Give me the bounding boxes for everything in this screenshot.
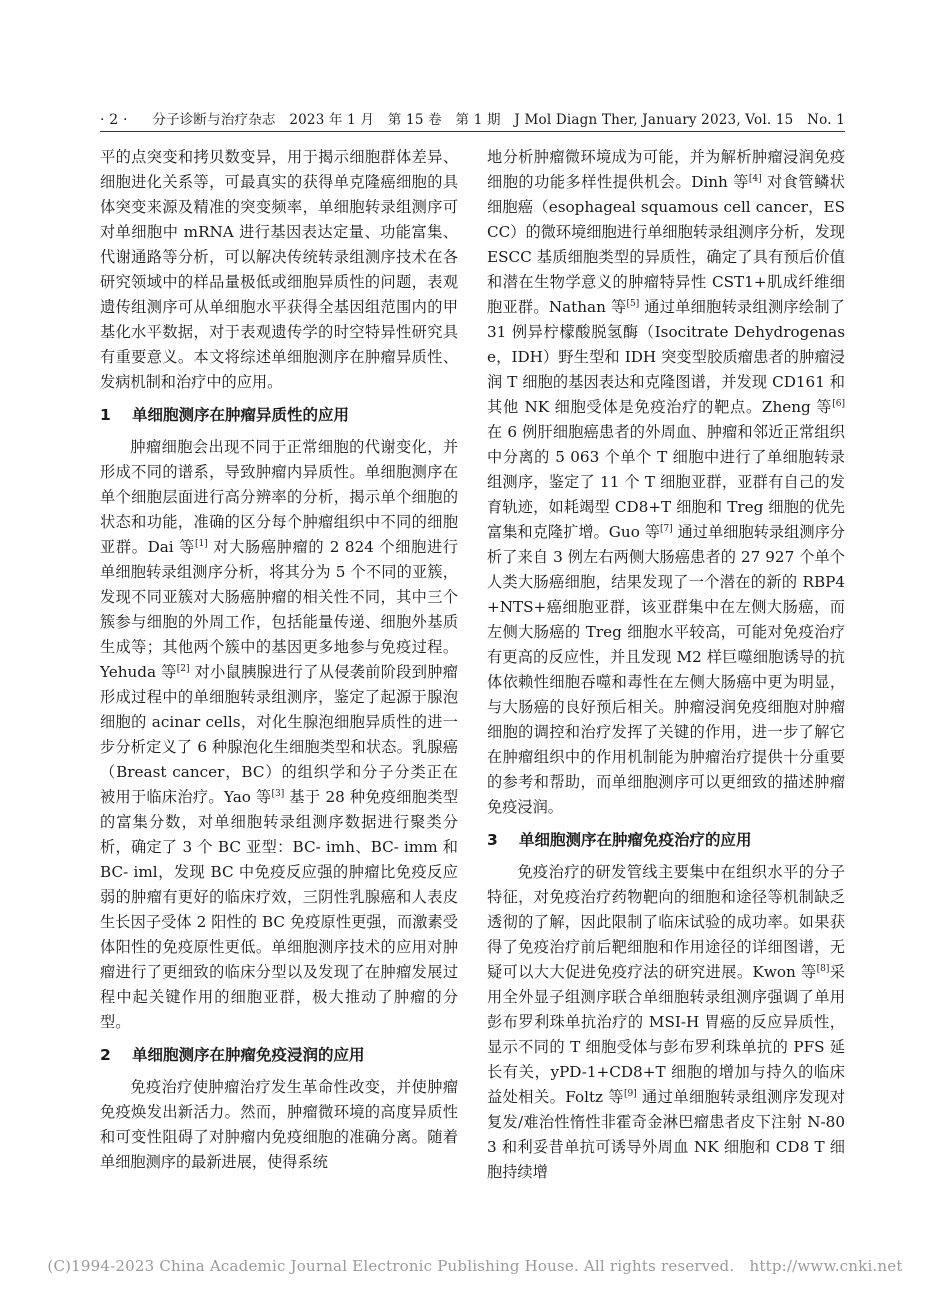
section-title: 单细胞测序在肿瘤异质性的应用	[132, 406, 350, 424]
section-number: 1	[100, 406, 111, 424]
paragraph: 免疫治疗使肿瘤治疗发生革命性改变，并使肿瘤免疫焕发出新活力。然而，肿瘤微环境的高度异质性和可变性阻碍了对肿瘤内免疫细胞的准确分离。随着单细胞测序的最新进展，使得系统	[100, 1078, 458, 1171]
section-number: 3	[487, 831, 498, 849]
section-heading-3	[487, 828, 845, 853]
section-heading-2	[100, 1043, 458, 1068]
citation-ref[interactable]: [8]	[816, 963, 830, 974]
left-column	[100, 145, 458, 1185]
paragraph: 地分析肿瘤微环境成为可能，并为解析肿瘤浸润免疫细胞的功能多样性提供机会。Dinh 等[4] 对食管鳞状细胞癌（esophageal squamous cell cancer，ESCC）的微环境细胞进行单细胞转录组测序分析，发现 ESCC 基质细胞类型的异质性，确定了具有预后价值和潜在生物学意义的肿瘤特异性 CST1+肌成纤维细胞亚群。Nathan 等[5] 通过单细胞转录组测序绘制了 31 例异柠檬酸脱氢酶（Isocitrate Dehydrogenase，IDH）野生型和 IDH 突变型胶质瘤患者的肿瘤浸润 T 细胞的基因表达和克隆图谱，并发现 CD161 和其他 NK 细胞受体是免疫治疗的靶点。Zheng 等[6]在 6 例肝细胞癌患者的外周血、肿瘤和邻近正常组织中分离的 5 063 个单个 T 细胞中进行了单细胞转录组测序，鉴定了 11 个 T 细胞亚群，亚群有自己的发育轨迹，如耗竭型 CD8+T 细胞和 Treg 细胞的优先富集和克隆扩增。Guo 等[7] 通过单细胞转录组测序分析了来自 3 例左右两侧大肠癌患者的 27 927 个单个人类大肠癌细胞，结果发现了一个潜在的新的 RBP4+NTS+癌细胞亚群，该亚群集中在左侧大肠癌，而左侧大肠癌的 Treg 细胞水平较高，可能对免疫治疗有更高的反应性，并且发现 M2 样巨噬细胞诱导的抗体依赖性细胞吞噬和毒性在左侧大肠癌中更为明显，与大肠癌的良好预后相关。肿瘤浸润免疫细胞对肿瘤细胞的调控和治疗发挥了关键的作用，进一步了解它在肿瘤组织中的作用机制能为肿瘤治疗提供十分重要的参考和帮助，而单细胞测序可以更细致的描述肿瘤免疫浸润。	[487, 148, 846, 816]
section-title: 单细胞测序在肿瘤免疫浸润的应用	[132, 1046, 365, 1064]
citation-ref[interactable]: [3]	[271, 788, 285, 799]
right-column	[487, 145, 845, 1185]
citation-ref[interactable]: [7]	[659, 523, 673, 534]
page-number: · 2 ·	[100, 112, 128, 128]
citation-ref[interactable]: [4]	[748, 173, 762, 184]
section-number: 2	[100, 1046, 111, 1064]
journal-citation: 分子诊断与治疗杂志 2023 年 1 月 第 15 卷 第 1 期 J Mol Diagn Ther, January 2023, Vol. 15 No. 1	[152, 112, 845, 128]
paragraph: 平的点突变和拷贝数变异，用于揭示细胞群体差异、细胞进化关系等，可最真实的获得单克隆癌细胞的具体突变来源及精准的突变频率，单细胞转录组测序可对单细胞中 mRNA 进行基因表达定量、功能富集、代谢通路等分析，可以解决传统转录组测序技术在各研究领域中的样品量极低或细胞异质性的问题，表观遗传组测序可从单细胞水平获得全基因组范围内的甲基化水平数据，对于表观遗传学的时空特异性研究具有重要意义。本文将综述单细胞测序在肿瘤异质性、发病机制和治疗中的应用。	[100, 148, 458, 391]
section-heading-1	[100, 403, 458, 428]
running-header	[100, 102, 845, 132]
citation-ref[interactable]: [9]	[624, 1088, 637, 1099]
citation-ref[interactable]: [1]	[195, 538, 208, 549]
paragraph: 免疫治疗的研发管线主要集中在组织水平的分子特征，对免疫治疗药物靶向的细胞和途径等机制缺乏透彻的了解，因此限制了临床试验的成功率。如果获得了免疫治疗前后靶细胞和作用途径的详细图谱，无疑可以大大促进免疫疗法的研究进展。Kwon 等[8]采用全外显子组测序联合单细胞转录组测序强调了单用彭布罗利珠单抗治疗的 MSI-H 胃癌的反应异质性，显示不同的 T 细胞受体与彭布罗利珠单抗的 PFS 延长有关，yPD-1+CD8+T 细胞的增加与持久的临床益处相关。Foltz 等[9] 通过单细胞转录组测序发现对复发/难治性惰性非霍奇金淋巴瘤患者皮下注射 N-803 和利妥昔单抗可诱导外周血 NK 细胞和 CD8 T 细胞持续增	[487, 863, 846, 1181]
paragraph: 肿瘤细胞会出现不同于正常细胞的代谢变化，并形成不同的谱系，导致肿瘤内异质性。单细胞测序在单个细胞层面进行高分辨率的分析，揭示单个细胞的状态和功能，准确的区分每个肿瘤组织中不同的细胞亚群。Dai 等[1] 对大肠癌肿瘤的 2 824 个细胞进行单细胞转录组测序分析，将其分为 5 个不同的亚簇，发现不同亚簇对大肠癌肿瘤的相关性不同，其中三个簇参与细胞的外周工作，包括能量传递、细胞外基质生成等；其他两个簇中的基因更多地参与免疫过程。Yehuda 等[2] 对小鼠胰腺进行了从侵袭前阶段到肿瘤形成过程中的单细胞转录组测序，鉴定了起源于腺泡细胞的 acinar cells，对化生腺泡细胞异质性的进一步分析定义了 6 种腺泡化生细胞类型和状态。乳腺癌（Breast cancer，BC）的组织学和分子分类正在被用于临床治疗。Yao 等[3] 基于 28 种免疫细胞类型的富集分数，对单细胞转录组测序数据进行聚类分析，确定了 3 个 BC 亚型：BC- imh、BC- imm 和 BC- iml，发现 BC 中免疫反应强的肿瘤比免疫反应弱的肿瘤有更好的临床疗效，三阴性乳腺癌和人表皮生长因子受体 2 阳性的 BC 免疫原性更强，而激素受体阳性的免疫原性更低。单细胞测序技术的应用对肿瘤进行了更细致的临床分型以及发现了在肿瘤发展过程中起关键作用的细胞亚群，极大推动了肿瘤的分型。	[100, 438, 459, 1031]
section-title: 单细胞测序在肿瘤免疫治疗的应用	[519, 831, 752, 849]
citation-ref[interactable]: [5]	[626, 298, 640, 309]
body-columns	[100, 145, 845, 1185]
citation-ref[interactable]: [2]	[176, 663, 190, 674]
citation-ref[interactable]: [6]	[832, 398, 845, 409]
copyright-footer: (C)1994-2023 China Academic Journal Electronic Publishing House. All rights reserved. http://www.cnki.net	[47, 1257, 903, 1275]
